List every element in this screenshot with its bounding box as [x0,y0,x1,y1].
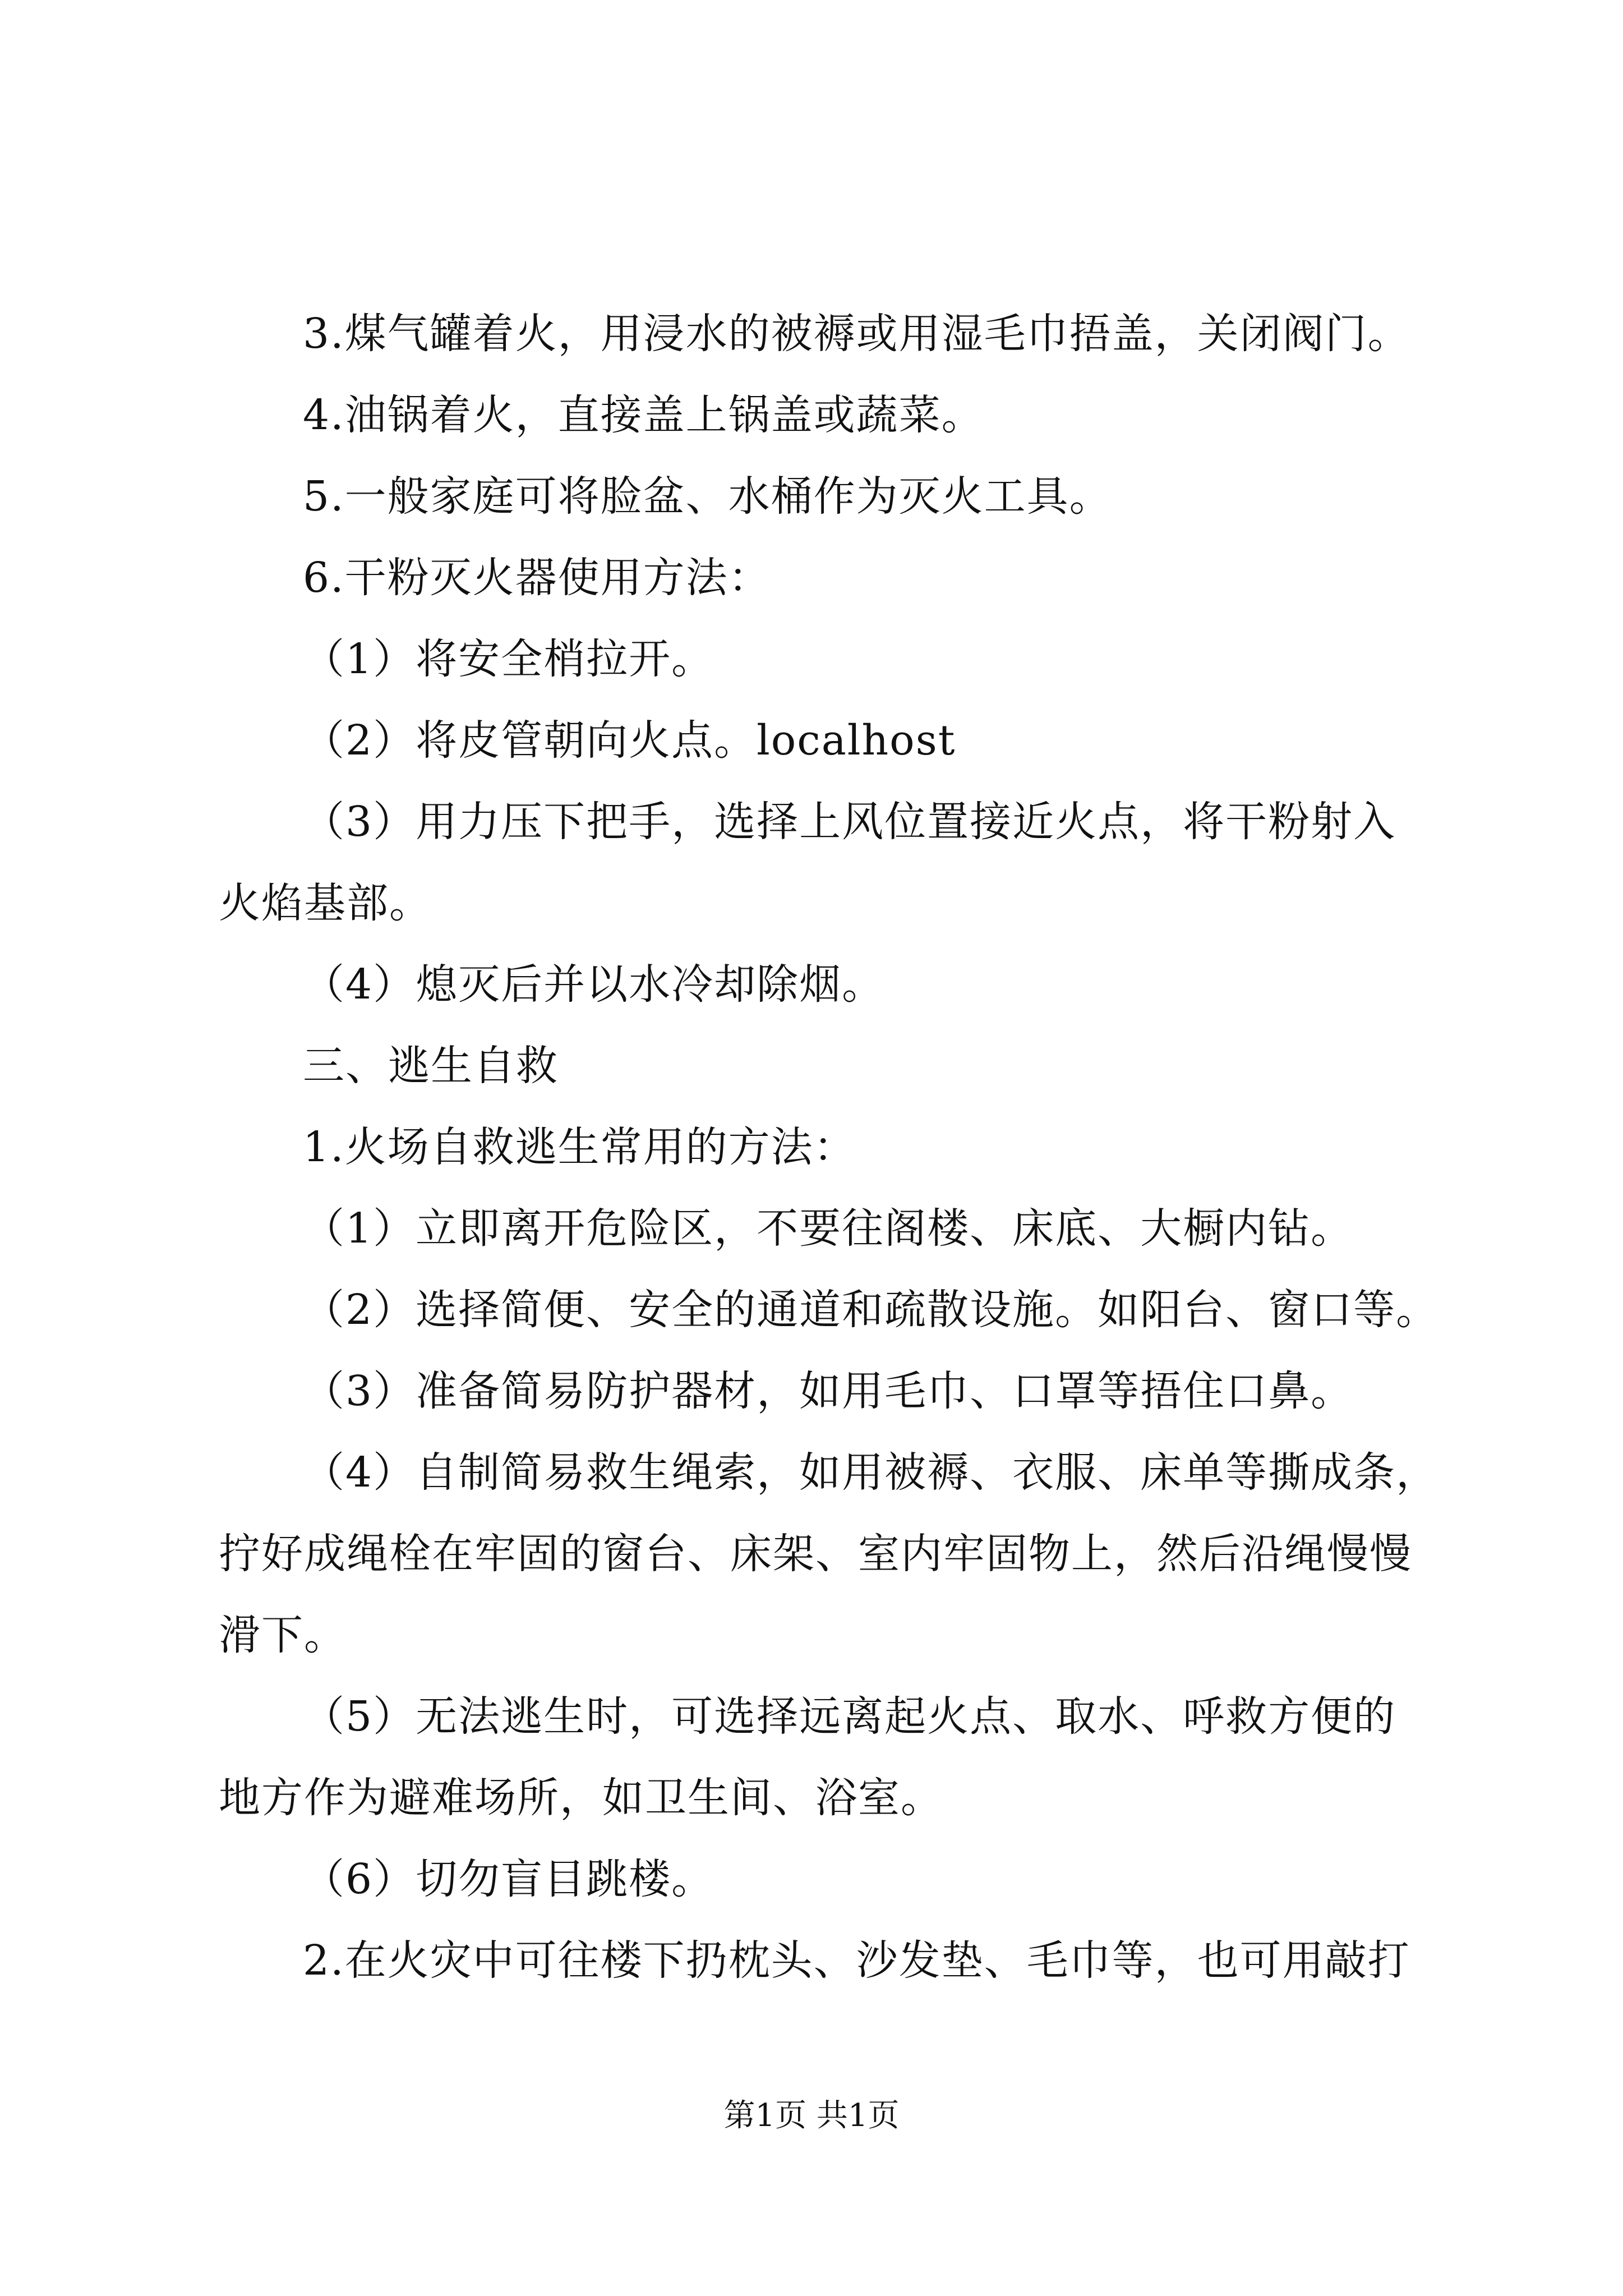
text-line: （1）将安全梢拉开。 [303,635,714,683]
text-line: （5）无法逃生时，可选择远离起火点、取水、呼救方便的 [303,1692,1396,1741]
text-line: 滑下。 [219,1611,347,1659]
text-line: 2.在火灾中可往楼下扔枕头、沙发垫、毛巾等，也可用敲打 [303,1936,1410,1985]
text-line: （3）用力压下把手，选择上风位置接近火点，将干粉射入 [303,798,1396,846]
text-line: 4.油锅着火，直接盖上锅盖或蔬菜。 [303,391,984,439]
text-line: （6）切勿盲目跳楼。 [303,1855,714,1903]
section-heading: 三、逃生自救 [303,1042,559,1090]
text-line: 5.一般家庭可将脸盆、水桶作为灭火工具。 [303,472,1112,521]
text-line: 火焰基部。 [219,879,432,927]
page-number-footer: 第1页 共1页 [723,2097,900,2134]
text-line: 3.煤气罐着火，用浸水的被褥或用湿毛巾捂盖，关闭阀门。 [303,310,1410,358]
text-line: 拧好成绳栓在牢固的窗台、床架、室内牢固物上，然后沿绳慢慢 [219,1530,1412,1578]
text-line: （2）选择简便、安全的通道和疏散设施。如阳台、窗口等。 [303,1286,1439,1334]
text-line: （4）熄灭后并以水冷却除烟。 [303,960,885,1009]
text-line: 地方作为避难场所，如卫生间、浴室。 [219,1774,943,1822]
text-line: 1.火场自救逃生常用的方法： [303,1123,856,1171]
text-line: 6.干粉灭火器使用方法： [303,554,771,602]
text-line: （3）准备简易防护器材，如用毛巾、口罩等捂住口鼻。 [303,1367,1354,1415]
text-line: （1）立即离开危险区，不要往阁楼、床底、大橱内钻。 [303,1204,1354,1253]
text-line: （4）自制简易救生绳索，如用被褥、衣服、床单等撕成条， [303,1448,1439,1497]
text-line: （2）将皮管朝向火点。localhost [303,716,956,765]
